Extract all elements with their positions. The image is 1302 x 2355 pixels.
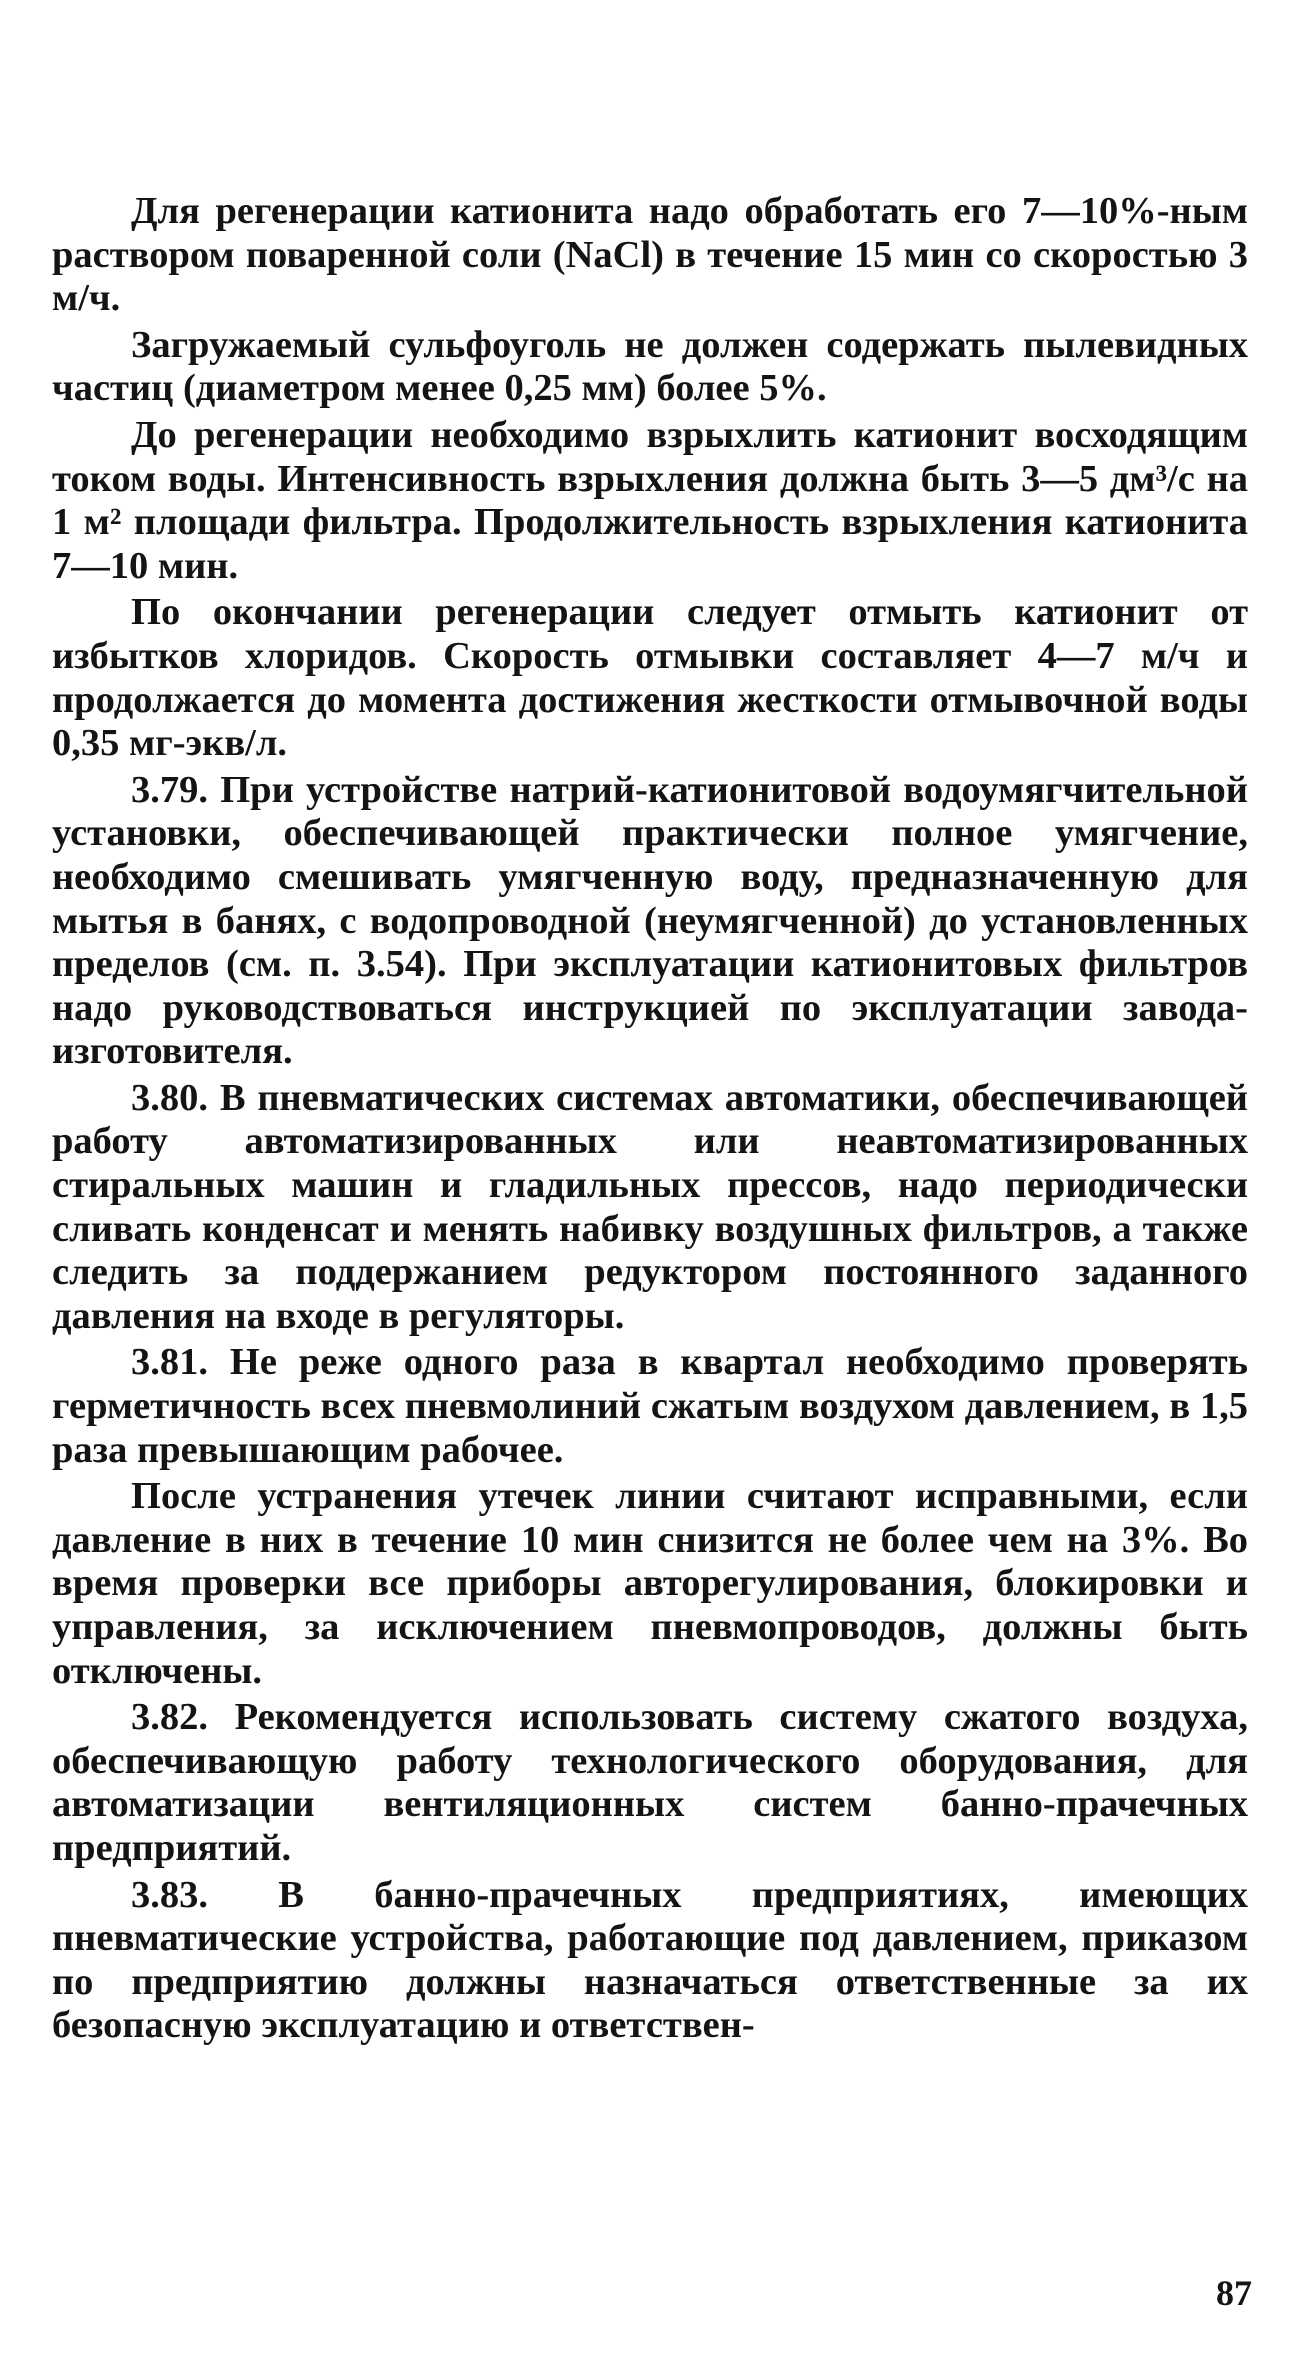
paragraph-3-79: 3.79. При устройстве натрий-катионитовой водоумягчительной установки, обеспечивающей практически полное умягчение, необходимо смешивать умягченную воду, предназначенную для мытья в банях, с водопроводной (неумягченной) до установленных пределов (см. п. 3.54). При эксплуатации катионитовых фильтров надо руководствоваться инструкцией по эксплуатации завода-изготовителя. — [52, 768, 1248, 1073]
page-number: 87 — [1216, 2273, 1252, 2313]
paragraph-3-80: 3.80. В пневматических системах автоматики, обеспечивающей работу автоматизированных или неавтоматизированных стиральных машин и гладильных прессов, надо периодически сливать конденсат и менять набивку воздушных фильтров, а также следить за поддержанием редуктором постоянного заданного давления на входе в регуляторы. — [52, 1076, 1248, 1337]
paragraph-loosening: До регенерации необходимо взрыхлить катионит восходящим током воды. Интенсивность взрыхления должна быть 3—5 дм³/с на 1 м² площади фильтра. Продолжительность взрыхления катионита 7—10 мин. — [52, 413, 1248, 587]
paragraph-rinsing: По окончании регенерации следует отмыть катионит от избытков хлоридов. Скорость отмывки составляет 4—7 м/ч и продолжается до момента достижения жесткости отмывочной воды 0,35 мг-экв/л. — [52, 591, 1248, 765]
paragraph-cation-regeneration: Для регенерации катионита надо обработать его 7—10%-ным раствором поваренной соли (NaCl) в течение 15 мин со скоростью 3 м/ч. — [52, 190, 1248, 320]
paragraph-3-81: 3.81. Не реже одного раза в квартал необходимо проверять герметичность всех пневмолиний сжатым воздухом давлением, в 1,5 раза превышающим рабочее. — [52, 1341, 1248, 1471]
paragraph-3-82: 3.82. Рекомендуется использовать систему сжатого воздуха, обеспечивающую работу технологического оборудования, для автоматизации вентиляционных систем банно-прачечных предприятий. — [52, 1696, 1248, 1869]
paragraph-leak-check: После устранения утечек линии считают исправными, если давление в них в течение 10 мин снизится не более чем на 3%. Во время проверки все приборы авторегулирования, блокировки и управления, за исключением пневмопроводов, должны быть отключены. — [52, 1475, 1248, 1692]
paragraph-3-83: 3.83. В банно-прачечных предприятиях, имеющих пневматические устройства, работающие под давлением, приказом по предприятию должны назначаться ответственные за их безопасную эксплуатацию и ответствен- — [52, 1873, 1248, 2047]
page-body — [52, 190, 1248, 2051]
paragraph-sulfocoal: Загружаемый сульфоуголь не должен содержать пылевидных частиц (диаметром менее 0,25 мм) более 5%. — [52, 323, 1248, 410]
